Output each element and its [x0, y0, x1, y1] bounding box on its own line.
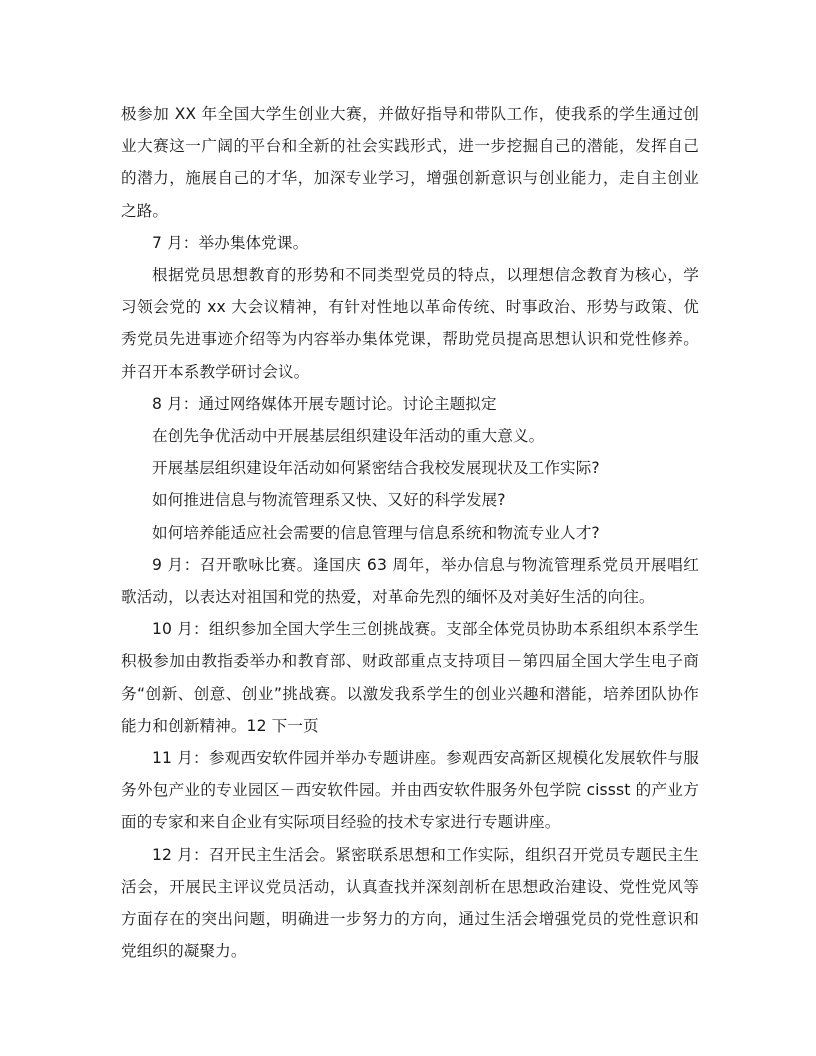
paragraph-august-topic-2: 开展基层组织建设年活动如何紧密结合我校发展现状及工作实际? — [152, 459, 600, 478]
paragraph-august-topic-1: 在创先争优活动中开展基层组织建设年活动的重大意义。 — [152, 427, 545, 446]
paragraph-november: 11 月：参观西安软件园并举办专题讲座。参观西安高新区规模化发展软件与服务外包产业的专业园区－西安软件园。并由西安软件服务外包学院 cissst 的产业方面的专家和来自企业有实际项目经验的技术专家进行专题讲座。 — [121, 749, 699, 832]
paragraph-july-detail: 根据党员思想教育的形势和不同类型党员的特点，以理想信念教育为核心，学习领会党的 xx 大会议精神，有针对性地以革命传统、时事政治、形势与政策、优秀党员先进事迹介绍等为内容举办集体党课，帮助党员提高思想认识和党性修养。并召开本系教学研讨会议。 — [121, 266, 699, 381]
paragraph-august-heading: 8 月：通过网络媒体开展专题讨论。讨论主题拟定 — [152, 394, 497, 413]
paragraph-contest-continuation: 极参加 XX 年全国大学生创业大赛，并做好指导和带队工作，使我系的学生通过创业大赛这一广阔的平台和全新的社会实践形式，进一步挖掘自己的潜能，发挥自己的潜力，施展自己的才华，加深专业学习，增强创新意识与创业能力，走自主创业之路。 — [121, 105, 699, 220]
paragraph-july-heading: 7 月：举办集体党课。 — [152, 233, 309, 252]
document-body — [121, 98, 699, 967]
paragraph-august-topic-3: 如何推进信息与物流管理系又快、又好的科学发展? — [152, 491, 506, 510]
paragraph-september: 9 月：召开歌咏比赛。逢国庆 63 周年，举办信息与物流管理系党员开展唱红歌活动，以表达对祖国和党的热爱，对革命先烈的缅怀及对美好生活的向往。 — [121, 555, 699, 607]
paragraph-august-topic-4: 如何培养能适应社会需要的信息管理与信息系统和物流专业人才? — [152, 523, 600, 542]
paragraph-october: 10 月：组织参加全国大学生三创挑战赛。支部全体党员协助本系组织本系学生积极参加由教指委举办和教育部、财政部重点支持项目－第四届全国大学生电子商务“创新、创意、创业”挑战赛。以激发我系学生的创业兴趣和潜能，培养团队协作能力和创新精神。12 下一页 — [121, 620, 699, 735]
paragraph-december: 12 月：召开民主生活会。紧密联系思想和工作实际，组织召开党员专题民主生活会，开展民主评议党员活动，认真查找并深刻剖析在思想政治建设、党性党风等方面存在的突出问题，明确进一步努力的方向，通过生活会增强党员的党性意识和党组织的凝聚力。 — [121, 845, 699, 961]
